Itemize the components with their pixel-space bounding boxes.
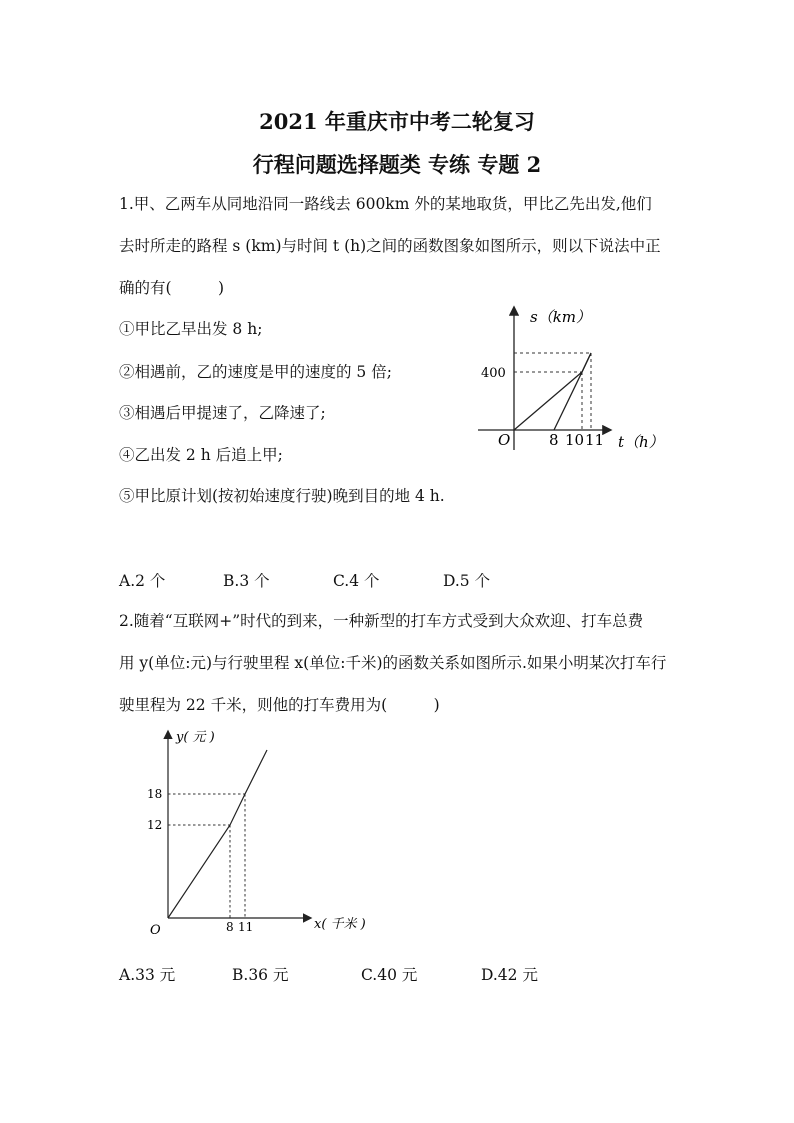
q1-x-tick-8: 8: [549, 431, 559, 449]
q2-x-tick-8: 8: [226, 920, 234, 934]
q1-statement-1: ①甲比乙早出发 8 h;: [119, 320, 263, 338]
q2-y-tick-18: 18: [147, 787, 163, 801]
q1-statement-5: ⑤甲比原计划(按初始速度行驶)晚到目的地 4 h.: [119, 487, 445, 505]
q2-option-d[interactable]: D.42 元: [481, 966, 538, 984]
q1-statement-4: ④乙出发 2 h 后追上甲;: [119, 446, 283, 464]
q2-stem-line-3: 驶里程为 22 千米，则他的打车费用为( ): [119, 696, 440, 714]
q2-origin-label: O: [150, 923, 161, 938]
page-subtitle: 行程问题选择题类 专练 专题 2: [252, 152, 542, 177]
q1-x-tick-10: 10: [565, 431, 585, 449]
q1-option-d[interactable]: D.5 个: [443, 572, 491, 590]
q1-option-a[interactable]: A.2 个: [119, 572, 166, 590]
q2-option-b[interactable]: B.36 元: [232, 966, 289, 984]
q1-stem-line-3: 确的有( ): [119, 279, 225, 297]
q1-x-tick-11: 11: [585, 431, 605, 449]
q2-option-c[interactable]: C.40 元: [361, 966, 418, 984]
q1-option-c[interactable]: C.4 个: [333, 572, 380, 590]
q1-y-tick-400: 400: [481, 366, 506, 381]
q2-stem-line-1: 2.随着“互联网+”时代的到来，一种新型的打车方式受到大众欢迎、打车总费: [119, 612, 644, 630]
q1-x-axis-label: t（h）: [618, 433, 664, 451]
q1-line-jia: [514, 353, 591, 430]
q2-fare-distance-graph: [140, 728, 380, 943]
q2-x-tick-11: 11: [238, 920, 254, 934]
q2-stem-line-2: 用 y(单位:元)与行驶里程 x(单位:千米)的函数关系如图所示.如果小明某次打车行: [119, 654, 667, 672]
q1-origin-label: O: [498, 431, 511, 449]
q2-y-axis-label: y( 元 ): [176, 730, 215, 745]
q2-option-a[interactable]: A.33 元: [119, 966, 176, 984]
q1-stem-line-1: 1.甲、乙两车从同地沿同一路线去 600km 外的某地取货，甲比乙先出发,他们: [119, 195, 652, 213]
q1-option-b[interactable]: B.3 个: [223, 572, 270, 590]
page-title: 2021 年重庆市中考二轮复习: [259, 109, 535, 134]
q1-distance-time-graph: [470, 300, 680, 460]
q2-y-tick-12: 12: [147, 818, 163, 832]
q1-statement-3: ③相遇后甲提速了，乙降速了;: [119, 404, 326, 422]
q1-y-axis-label: s（km）: [530, 308, 592, 326]
q2-x-axis-label: x( 千米 ): [314, 917, 366, 932]
q2-fare-line: [168, 750, 267, 918]
q1-stem-line-2: 去时所走的路程 s (km)与时间 t (h)之间的函数图象如图所示，则以下说法中正: [119, 237, 661, 255]
q1-statement-2: ②相遇前，乙的速度是甲的速度的 5 倍;: [119, 363, 392, 381]
